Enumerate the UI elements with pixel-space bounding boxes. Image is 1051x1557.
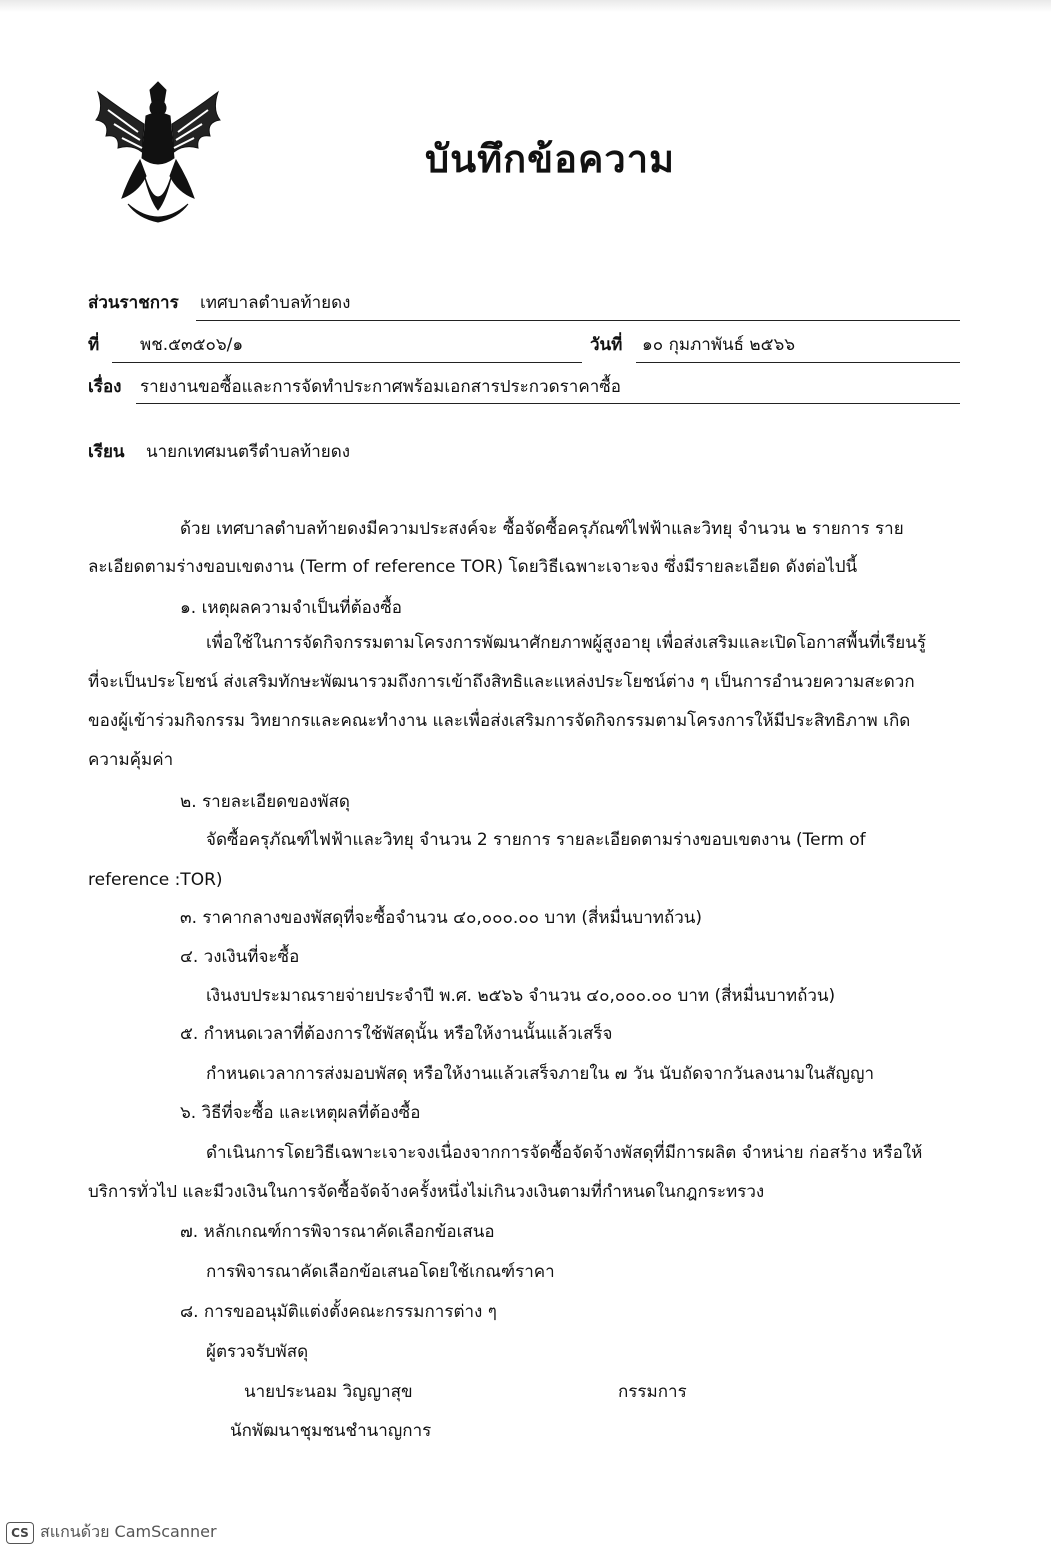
- ref-value: พช.๕๓๕๐๖/๑: [140, 335, 244, 355]
- to-label: เรียน: [88, 442, 125, 462]
- item-heading: ๖. วิธีที่จะซื้อ และเหตุผลที่ต้องซื้อ: [180, 1103, 421, 1123]
- subject-label: เรื่อง: [88, 377, 122, 397]
- item-line: เงินงบประมาณรายจ่ายประจำปี พ.ศ. ๒๕๖๖ จำนวน ๔๐,๐๐๐.๐๐ บาท (สี่หมื่นบาทถ้วน): [206, 986, 836, 1006]
- item-heading: ๗. หลักเกณฑ์การพิจารณาคัดเลือกข้อเสนอ: [180, 1222, 495, 1242]
- scan-edge: [0, 0, 1051, 12]
- to-value: นายกเทศมนตรีตำบลท้ายดง: [146, 442, 351, 462]
- item-line: ความคุ้มค่า: [88, 750, 174, 770]
- item-line: ผู้ตรวจรับพัสดุ: [206, 1342, 309, 1362]
- item-heading: ๓. ราคากลางของพัสดุที่จะซื้อจำนวน ๔๐,๐๐๐.๐๐ บาท (สี่หมื่นบาทถ้วน): [180, 908, 703, 928]
- item-heading: ๑. เหตุผลความจำเป็นที่ต้องซื้อ: [180, 598, 402, 618]
- agency-label: ส่วนราชการ: [88, 293, 179, 313]
- item-line: กำหนดเวลาการส่งมอบพัสดุ หรือให้งานแล้วเสร็จภายใน ๗ วัน นับถัดจากวันลงนามในสัญญา: [206, 1064, 875, 1084]
- item-heading: ๔. วงเงินที่จะซื้อ: [180, 947, 300, 967]
- item-line: reference :TOR): [88, 870, 223, 890]
- item-heading: ๒. รายละเอียดของพัสดุ: [180, 792, 350, 812]
- intro-line: ด้วย เทศบาลตำบลท้ายดงมีความประสงค์จะ ซื้อจัดซื้อครุภัณฑ์ไฟฟ้าและวิทยุ จำนวน ๒ รายการ ราย: [180, 519, 904, 539]
- committee-name: นายประนอม วิญญาสุข: [244, 1382, 413, 1402]
- subject-value: รายงานขอซื้อและการจัดทำประกาศพร้อมเอกสารประกวดราคาซื้อ: [140, 377, 621, 397]
- ref-label: ที่: [88, 335, 100, 355]
- item-heading: ๘. การขออนุมัติแต่งตั้งคณะกรรมการต่าง ๆ: [180, 1302, 497, 1322]
- garuda-emblem-icon: [88, 80, 228, 235]
- subject-underline: [136, 403, 960, 404]
- item-heading: ๕. กำหนดเวลาที่ต้องการใช้พัสดุนั้น หรือให้งานนั้นแล้วเสร็จ: [180, 1024, 613, 1044]
- camscanner-text: สแกนด้วย CamScanner: [40, 1522, 217, 1541]
- item-line: ของผู้เข้าร่วมกิจกรรม วิทยากรและคณะทำงาน และเพื่อส่งเสริมการจัดกิจกรรมตามโครงการให้มีประสิทธิภาพ เกิด: [88, 711, 911, 731]
- item-line: ที่จะเป็นประโยชน์ ส่งเสริมทักษะพัฒนารวมถึงการเข้าถึงสิทธิและแหล่งประโยชน์ต่าง ๆ เป็นการอำนวยความสะดวก: [88, 672, 915, 692]
- camscanner-watermark: [6, 1520, 217, 1545]
- agency-value: เทศบาลตำบลท้ายดง: [200, 293, 351, 313]
- date-underline: [636, 362, 960, 363]
- date-label: วันที่: [590, 335, 623, 355]
- item-line: เพื่อใช้ในการจัดกิจกรรมตามโครงการพัฒนาศักยภาพผู้สูงอายุ เพื่อส่งเสริมและเปิดโอกาสพื้นที่เรียนรู้: [206, 633, 926, 653]
- agency-underline: [196, 320, 960, 321]
- date-value: ๑๐ กุมภาพันธ์ ๒๕๖๖: [642, 335, 796, 355]
- committee-position: นักพัฒนาชุมชนชำนาญการ: [230, 1421, 432, 1441]
- intro-line: ละเอียดตามร่างขอบเขตงาน (Term of reference TOR) โดยวิธีเฉพาะเจาะจง ซึ่งมีรายละเอียด ดังต่อไปนี้: [88, 557, 858, 577]
- item-line: จัดซื้อครุภัณฑ์ไฟฟ้าและวิทยุ จำนวน 2 รายการ รายละเอียดตามร่างขอบเขตงาน (Term of: [206, 830, 866, 850]
- item-line: ดำเนินการโดยวิธีเฉพาะเจาะจงเนื่องจากการจัดซื้อจัดจ้างพัสดุที่มีการผลิต จำหน่าย ก่อสร้าง หรือให้: [206, 1143, 923, 1163]
- camscanner-logo-icon: CS: [6, 1522, 34, 1544]
- ref-underline: [112, 362, 582, 363]
- memo-title: บันทึกข้อความ: [425, 137, 676, 181]
- item-line: บริการทั่วไป และมีวงเงินในการจัดซื้อจัดจ้างครั้งหนึ่งไม่เกินวงเงินตามที่กำหนดในกฎกระทรวง: [88, 1182, 765, 1202]
- item-line: การพิจารณาคัดเลือกข้อเสนอโดยใช้เกณฑ์ราคา: [206, 1262, 555, 1282]
- committee-role: กรรมการ: [618, 1382, 687, 1402]
